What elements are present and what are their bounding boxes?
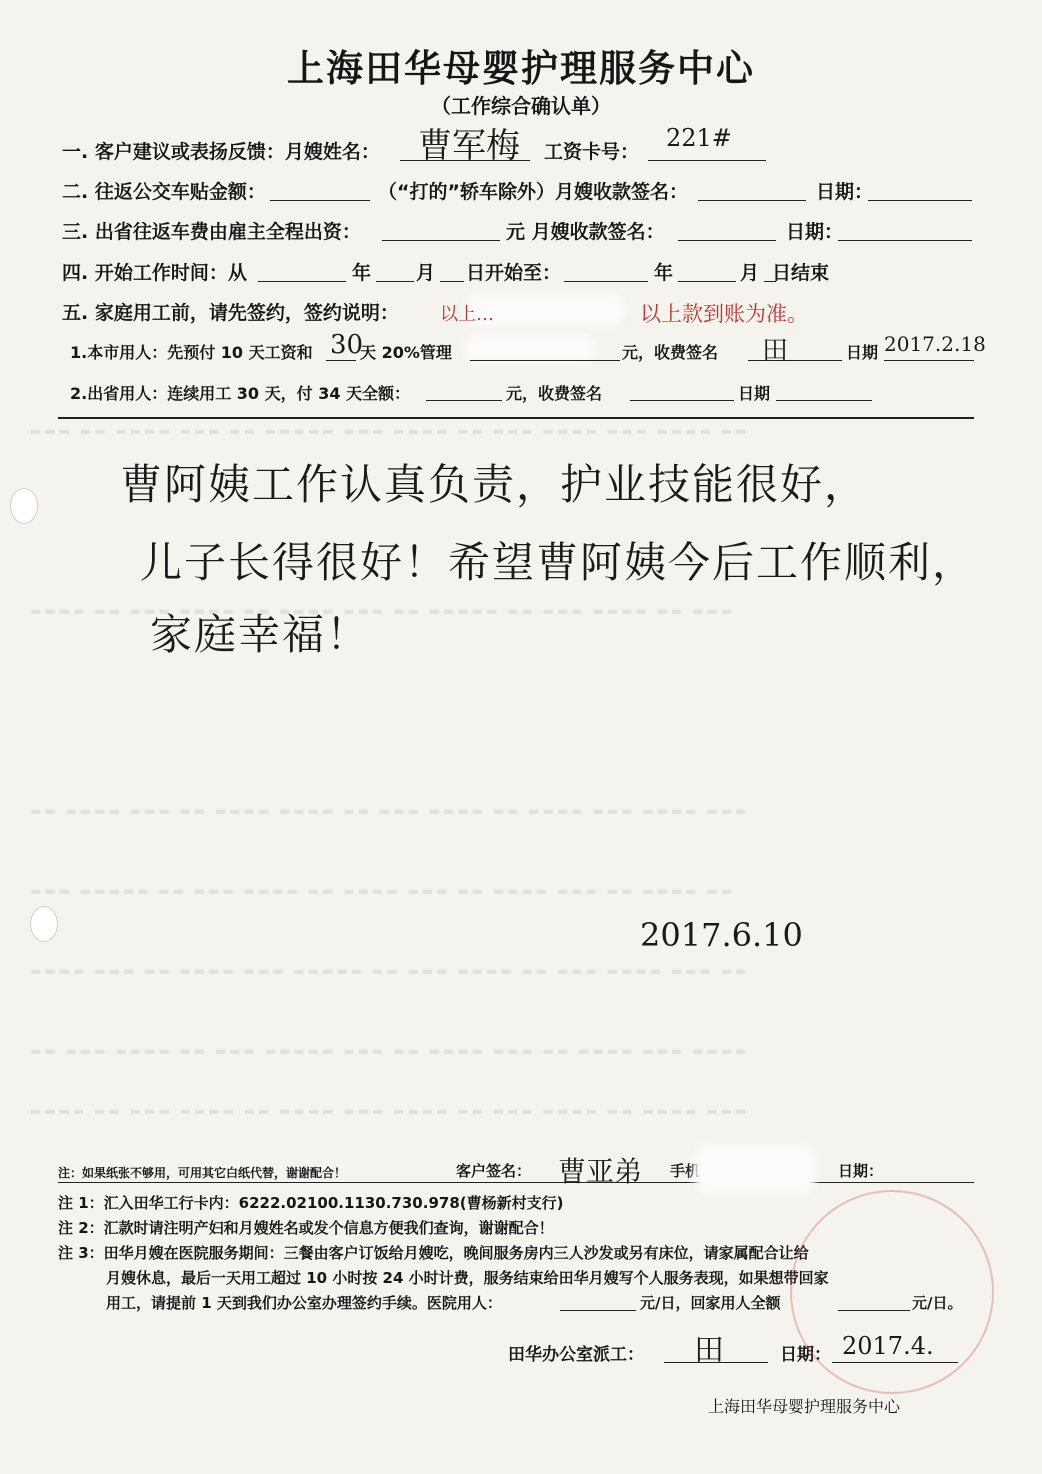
footer-tip: 注：如果纸张不够用，可用其它白纸代替，谢谢配合！ [58, 1166, 347, 1180]
row2-label: 二. 往返公交车贴金额： [62, 181, 266, 203]
card-field-line[interactable] [648, 160, 766, 161]
row3-date-label: 日期： [786, 221, 844, 243]
office-date-handwritten: 2017.4. [842, 1332, 934, 1360]
note-1: 注 1：汇入田华工行卡内：6222.02100.1130.730.978(曹杨新村支行) [58, 1194, 564, 1212]
row3-label: 三. 出省往返车费由雇主全程出资： [62, 221, 361, 243]
days-line[interactable] [326, 360, 356, 361]
days-handwritten: 30 [330, 330, 364, 360]
punch-hole [10, 488, 38, 524]
subsidy-field-line[interactable] [270, 200, 370, 201]
section-separator [58, 417, 974, 419]
row2-date-line[interactable] [868, 200, 972, 201]
feedback-line-3: 家庭幸福！ [150, 610, 371, 659]
punch-hole [30, 906, 58, 942]
row6-label: 1.本市用人：先预付 10 天工资和 [70, 343, 313, 362]
row3-unit: 元 月嫂收款签名： [506, 221, 665, 243]
contract-note-handwritten-tail: 以上款到账为准。 [640, 302, 808, 326]
start-year-line[interactable] [258, 281, 346, 282]
office-label: 田华办公室派工： [508, 1345, 644, 1365]
start-day-line[interactable] [440, 281, 464, 282]
row1-label: 一. 客户建议或表扬反馈：月嫂姓名： [62, 141, 380, 163]
hospital-rate-line[interactable] [560, 1310, 636, 1311]
red-seal-stamp [790, 1190, 994, 1394]
row4-label: 四. 开始工作时间：从 [62, 262, 247, 284]
row2-sign-line[interactable] [698, 200, 806, 201]
contract-note-handwritten: 以上… [440, 304, 494, 325]
fee-amount-line[interactable] [470, 360, 620, 361]
org-bottom-name: 上海田华母婴护理服务中心 [708, 1397, 901, 1416]
redacted-phone [700, 1150, 810, 1188]
feedback-line-1: 曹阿姨工作认真负责，护业技能很好， [120, 460, 869, 509]
feedback-date: 2017.6.10 [640, 916, 803, 954]
fare-field-line[interactable] [382, 240, 500, 241]
document-page: ▬▬▬ ▬▬ ▬▬▬▬ ▬▬▬ ▬▬ ▬▬▬▬▬ ▬▬▬ ▬▬▬▬ ▬▬ ▬▬▬ ▬▬▬▬ ▬▬▬ ▬▬▬▬ ▬▬ ▬▬▬▬ ▬▬ ▬▬▬ ▬▬▬▬ ▬▬ ▬▬▬▬ ▬▬▬ ▬▬ ▬▬▬▬▬ ▬▬ ▬▬▬ ▬▬▬▬ ▬▬ ▬▬▬ ▬▬ ▬▬▬▬ ▬▬▬ ▬▬ ▬▬▬▬ ▬▬▬▬ ▬▬ ▬▬▬ ▬▬▬▬ ▬▬ ▬▬▬▬ ▬▬▬ ▬▬▬▬ ▬▬▬ ▬▬▬ ▬▬▬▬▬ ▬▬ ▬▬▬ ▬▬▬▬ ▬▬ ▬▬▬▬ ▬▬▬ ▬▬ ▬▬▬▬ ▬▬▬ ▬▬ ▬▬▬▬ ▬▬ ▬▬▬▬ ▬▬▬ ▬▬ ▬▬▬▬ ▬▬▬ ▬▬▬▬▬ ▬▬ ▬▬▬ ▬▬▬▬ ▬▬ ▬▬▬ ▬▬▬▬ ▬▬▬ ▬▬ ▬▬ ▬▬▬ ▬▬▬▬ ▬▬ ▬▬▬ ▬▬▬▬▬ ▬▬▬ ▬▬ ▬▬▬▬ ▬▬▬ ▬▬ ▬▬▬▬ ▬▬▬ ▬▬▬▬ ▬▬▬▬ ▬▬ ▬▬▬ ▬▬▬▬ ▬▬ ▬▬▬▬ ▬▬▬ ▬▬▬▬ ▬▬ ▬▬▬ ▬▬▬▬ ▬▬ ▬▬▬▬ ▬▬▬ 上海田华母婴护理服务中心 （工作综合确认单） 一. 客户建议或表扬反馈：月嫂姓名： 曹军梅 工资卡号： 221# 二. 往返公交车贴金额： （“打的”轿车除外）月嫂收款签名： 日期： 三. 出省往返车费由雇主全程出资： 元 月嫂收款签名： 日期： 四. 开始工作时间：从 年 月 日开始至： 年 月 日结束 五. 家庭用工前，请先签约，签约说明： 以上… 以上款到账为准。 1.本市用人：先预付 10 天工资和 30 天 20%管理 元，收费签名 田 日期 2017.2.18 2.出省用人：连续用工 30 天，付 34 天全额： 元，收费签名 日期 曹阿姨工作认真负责，护业技能很好， 儿子长得很好！希望曹阿姨今后工作顺利， 家庭幸福！ 2017.6.10 注：如果纸张不够用，可用其它白纸代替，谢谢配合！ 客户签名： 曹亚弟 手机 日期： 注 1：汇入田华工行卡内：6222.02100.1130.730.978(曹杨新村支行) 注 2：汇款时请注明产妇和月嫂姓名或发个信息方便我们查询，谢谢配合！ 注 3：田华月嫂在医院服务期间：三餐由客户订饭给月嫂吃，晚间服务房内三人沙发或另有床位，请家属配合让给 月嫂休息，最后一天用工超过 10 小时按 24 小时计费，服务结束给田华月嫂写个人服务表现，如果想带回家 用工，请提前 1 天到我们办公室办理签约手续。医院用人： 元/日，回家用人全额 元/日。 田华办公室派工： 田 日期： 2017.4. 上海田华母婴护理服务中心 [0, 0, 1042, 1474]
client-date-label: 日期： [838, 1162, 884, 1180]
client-sign-label: 客户签名： [456, 1162, 532, 1180]
end-month-line[interactable] [678, 281, 736, 282]
phone-label: 手机 [670, 1162, 701, 1180]
note-3-line-2: 月嫂休息，最后一天用工超过 10 小时按 24 小时计费，服务结束给田华月嫂写个人服务表现，如果想带回家 [106, 1269, 829, 1287]
note-2: 注 2：汇款时请注明产妇和月嫂姓名或发个信息方便我们查询，谢谢配合！ [58, 1219, 554, 1237]
start-month-line[interactable] [376, 281, 414, 282]
footer-separator [58, 1182, 974, 1183]
row2-date-label: 日期： [816, 181, 874, 203]
bleed-through-texture: ▬▬▬ ▬▬ ▬▬▬▬ ▬▬▬ ▬▬ ▬▬▬▬▬ ▬▬▬ ▬▬▬▬ ▬▬ ▬▬▬ ▬▬▬▬ ▬▬▬ ▬▬▬▬ ▬▬ [30, 424, 750, 438]
fee-date-handwritten: 2017.2.18 [884, 332, 986, 356]
office-date-label: 日期： [780, 1345, 831, 1365]
office-signature-handwritten: 田 [694, 1333, 724, 1368]
outprov-amount-line[interactable] [426, 400, 502, 401]
note-3-line-3a: 用工，请提前 1 天到我们办公室办理签约手续。医院用人： [106, 1294, 502, 1312]
row2-middle: （“打的”轿车除外）月嫂收款签名： [378, 181, 688, 203]
org-title: 上海田华母婴护理服务中心 [287, 46, 755, 90]
feedback-line-2: 儿子长得很好！希望曹阿姨今后工作顺利， [140, 538, 977, 587]
doc-subtitle: （工作综合确认单） [431, 94, 611, 118]
end-year-line[interactable] [564, 281, 648, 282]
card-label: 工资卡号： [544, 141, 640, 163]
row3-sign-line[interactable] [678, 240, 776, 241]
row7-label: 2.出省用人：连续用工 30 天，付 34 天全额： [70, 384, 411, 403]
caregiver-name-handwritten: 曹军梅 [418, 126, 520, 166]
row3-date-line[interactable] [838, 240, 972, 241]
client-signature-handwritten: 曹亚弟 [558, 1155, 643, 1188]
fee-signature-handwritten: 田 [762, 336, 789, 366]
card-number-handwritten: 221# [666, 124, 732, 152]
row5-label: 五. 家庭用工前，请先签约，签约说明： [62, 302, 399, 324]
note-3-line-1: 注 3：田华月嫂在医院服务期间：三餐由客户订饭给月嫂吃，晚间服务房内三人沙发或另有床位，请家属配合让给 [58, 1244, 809, 1262]
